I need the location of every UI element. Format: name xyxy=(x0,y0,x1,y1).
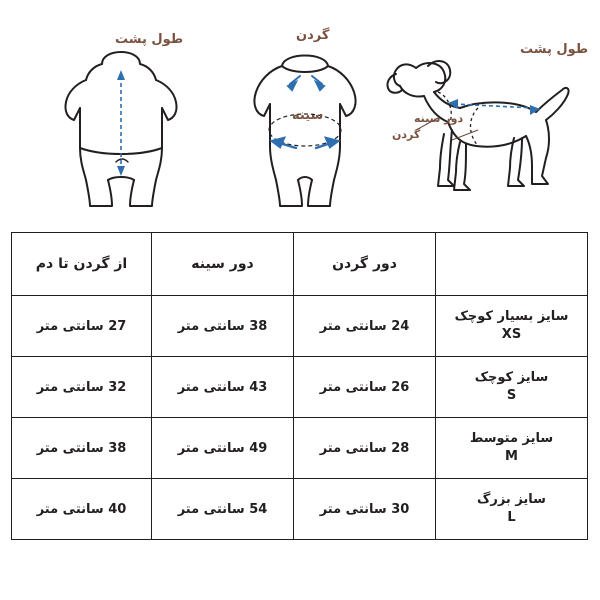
cell-size-l xyxy=(436,479,588,540)
table-row xyxy=(12,479,588,540)
size-name-en: S xyxy=(506,388,517,403)
cell-length-s: 32 سانتی متر xyxy=(12,357,152,418)
dog-coat-back-view xyxy=(40,30,210,210)
cell-chest-m: 49 سانتی متر xyxy=(152,418,294,479)
dog-body-measurement xyxy=(382,34,582,204)
label-neck-figure3: گردن xyxy=(392,128,421,141)
cell-chest-xs: 38 سانتی متر xyxy=(152,296,294,357)
cell-neck-m: 28 سانتی متر xyxy=(294,418,436,479)
cell-length-l: 40 سانتی متر xyxy=(12,479,152,540)
cell-chest-l: 54 سانتی متر xyxy=(152,479,294,540)
size-table xyxy=(11,232,588,540)
cell-length-m: 38 سانتی متر xyxy=(12,418,152,479)
header-length: از گردن تا دم xyxy=(12,233,152,296)
size-name-en: L xyxy=(507,510,516,525)
cell-size-m xyxy=(436,418,588,479)
cell-chest-s: 43 سانتی متر xyxy=(152,357,294,418)
label-back-length-figure1: طول پشت xyxy=(115,32,184,47)
size-name-fa: سایز متوسط xyxy=(469,431,554,447)
header-size xyxy=(436,233,588,296)
size-name-en: XS xyxy=(501,327,522,342)
table-row xyxy=(12,357,588,418)
illustration-area xyxy=(0,0,600,222)
header-chest: دور سینه xyxy=(152,233,294,296)
table-header-row xyxy=(12,233,588,296)
cell-length-xs: 27 سانتی متر xyxy=(12,296,152,357)
label-chest-figure2: سینه xyxy=(292,108,324,123)
label-back-length-figure3: طول پشت xyxy=(520,42,589,57)
cell-neck-s: 26 سانتی متر xyxy=(294,357,436,418)
cell-size-xs xyxy=(436,296,588,357)
label-chest-girth-figure3: دور سینه xyxy=(414,112,464,125)
cell-neck-l: 30 سانتی متر xyxy=(294,479,436,540)
table-row xyxy=(12,296,588,357)
size-name-fa: سایز کوچک xyxy=(474,370,549,386)
size-table-wrapper xyxy=(12,232,588,540)
size-name-fa: سایز بزرگ xyxy=(477,492,546,508)
size-name-fa: سایز بسیار کوچک xyxy=(454,309,569,325)
header-neck: دور گردن xyxy=(294,233,436,296)
table-row xyxy=(12,418,588,479)
label-neck-figure2: گردن xyxy=(296,28,330,43)
cell-neck-xs: 24 سانتی متر xyxy=(294,296,436,357)
size-name-en: M xyxy=(505,449,518,464)
cell-size-s xyxy=(436,357,588,418)
